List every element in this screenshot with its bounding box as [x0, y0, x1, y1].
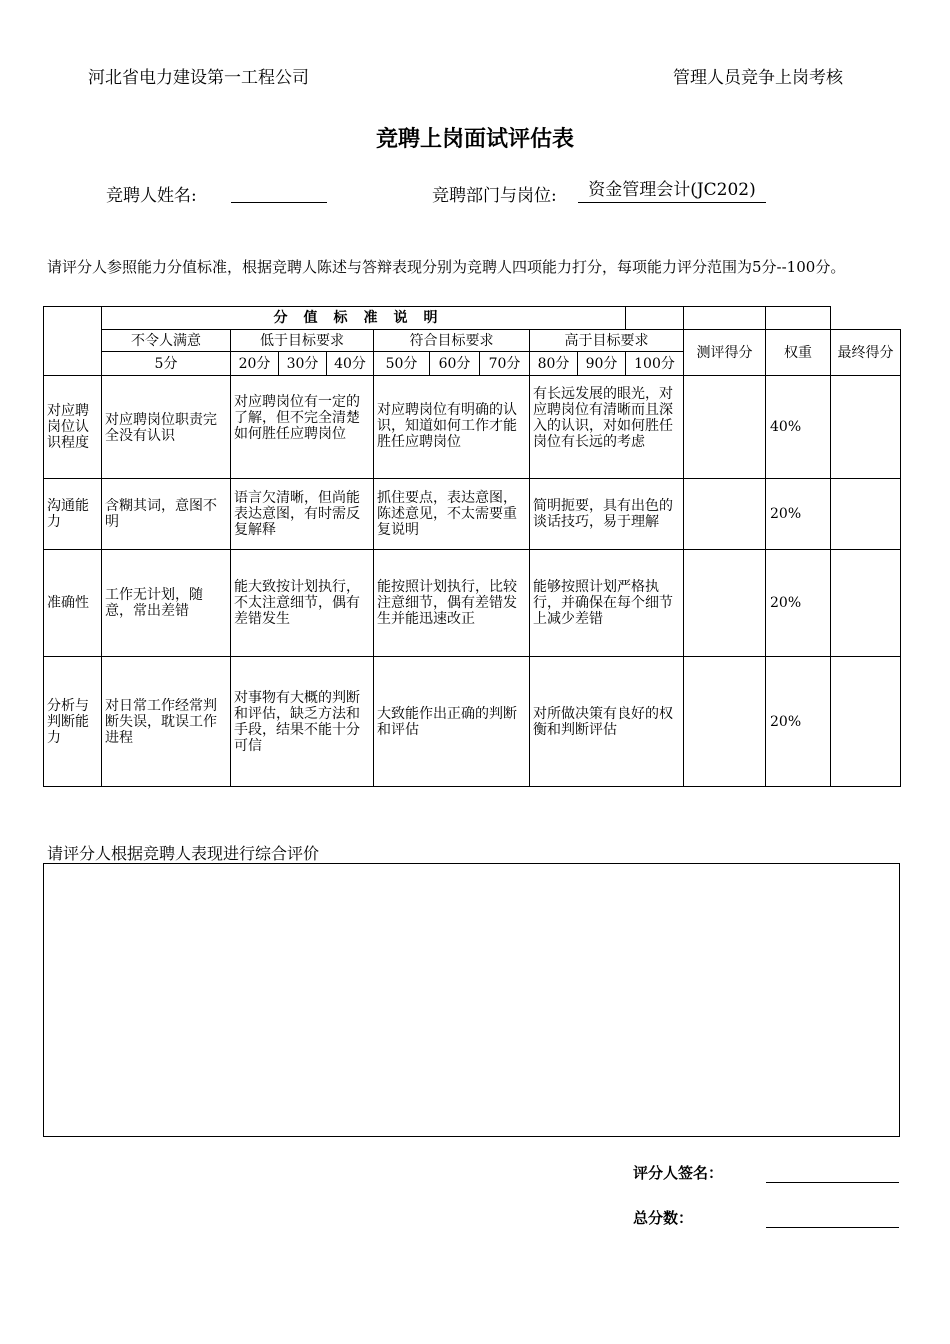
score-value: 80分: [530, 352, 578, 376]
candidate-name-field[interactable]: [231, 180, 327, 203]
desc-unsatisfied: 对应聘岗位职责完全没有认识: [102, 376, 231, 479]
evaluation-table: [43, 306, 901, 787]
blank-header-cell: [626, 307, 684, 330]
desc-unsatisfied: 含糊其词，意图不明: [102, 479, 231, 550]
score-value: 50分: [374, 352, 430, 376]
score-value: 40分: [327, 352, 374, 376]
total-score-label: 总分数：: [633, 1209, 694, 1227]
assessment-name: 管理人员竞争上岗考核: [673, 68, 843, 88]
score-input[interactable]: [684, 479, 766, 550]
final-score-input[interactable]: [831, 479, 901, 550]
company-name: 河北省电力建设第一工程公司: [88, 68, 309, 88]
page-title: 竞聘上岗面试评估表: [375, 126, 574, 152]
level-meets: 符合目标要求: [374, 330, 530, 352]
desc-below: 对应聘岗位有一定的了解，但不完全清楚如何胜任应聘岗位: [231, 376, 374, 479]
final-score-input[interactable]: [831, 550, 901, 657]
desc-above: 对所做决策有良好的权衡和判断评估: [530, 657, 684, 787]
desc-meets: 对应聘岗位有明确的认识，知道如何工作才能胜任应聘岗位: [374, 376, 530, 479]
table-row: [44, 550, 901, 657]
level-above: 高于目标要求: [530, 330, 684, 352]
col-score: 测评得分: [684, 330, 766, 376]
desc-meets: 大致能作出正确的判断和评估: [374, 657, 530, 787]
table-row: [44, 376, 901, 479]
standard-header: 分值标准说明: [102, 307, 626, 330]
score-input[interactable]: [684, 550, 766, 657]
score-value: 90分: [578, 352, 626, 376]
desc-above: 有长远发展的眼光，对应聘岗位有清晰而且深入的认识，对如何胜任岗位有长远的考虑: [530, 376, 684, 479]
row-label: 沟通能力: [44, 479, 102, 550]
level-below: 低于目标要求: [231, 330, 374, 352]
level-unsatisfied: 不令人满意: [102, 330, 231, 352]
evaluator-signature-label: 评分人签名：: [633, 1164, 724, 1182]
score-input[interactable]: [684, 657, 766, 787]
blank-header-cell: [684, 307, 766, 330]
comment-label: 请评分人根据竞聘人表现进行综合评价: [47, 844, 320, 863]
desc-unsatisfied: 工作无计划，随意，常出差错: [102, 550, 231, 657]
score-value: 70分: [480, 352, 530, 376]
table-row: [44, 479, 901, 550]
position-field[interactable]: 资金管理会计(JC202): [578, 180, 766, 203]
desc-unsatisfied: 对日常工作经常判断失误，耽误工作进程: [102, 657, 231, 787]
table-row: [44, 657, 901, 787]
col-weight: 权重: [766, 330, 831, 376]
evaluator-signature-line[interactable]: [766, 1180, 899, 1183]
blank-header-cell: [766, 307, 831, 330]
score-value: 5分: [102, 352, 231, 376]
comment-box[interactable]: [43, 863, 900, 1137]
row-label: 分析与判断能力: [44, 657, 102, 787]
score-value: 30分: [279, 352, 327, 376]
position-label: 竞聘部门与岗位:: [432, 186, 557, 206]
desc-meets: 能按照计划执行，比较注意细节，偶有差错发生并能迅速改正: [374, 550, 530, 657]
instructions: 请评分人参照能力分值标准，根据竞聘人陈述与答辩表现分别为竞聘人四项能力打分，每项能力评分范围为5分--100分。: [47, 258, 846, 276]
desc-above: 能够按照计划严格执行，并确保在每个细节上减少差错: [530, 550, 684, 657]
desc-meets: 抓住要点，表达意图，陈述意见，不太需要重复说明: [374, 479, 530, 550]
desc-above: 简明扼要，具有出色的谈话技巧，易于理解: [530, 479, 684, 550]
row-label: 对应聘岗位认识程度: [44, 376, 102, 479]
final-score-input[interactable]: [831, 657, 901, 787]
desc-below: 能大致按计划执行，不太注意细节，偶有差错发生: [231, 550, 374, 657]
desc-below: 对事物有大概的判断和评估，缺乏方法和手段，结果不能十分可信: [231, 657, 374, 787]
score-value: 100分: [626, 352, 684, 376]
weight-value: 20%: [766, 657, 831, 787]
row-label: 准确性: [44, 550, 102, 657]
weight-value: 20%: [766, 479, 831, 550]
score-value: 20分: [231, 352, 279, 376]
candidate-name-label: 竞聘人姓名:: [106, 186, 197, 206]
col-final: 最终得分: [831, 330, 901, 376]
final-score-input[interactable]: [831, 376, 901, 479]
score-value: 60分: [430, 352, 480, 376]
score-input[interactable]: [684, 376, 766, 479]
total-score-line[interactable]: [766, 1225, 899, 1228]
desc-below: 语言欠清晰，但尚能表达意图，有时需反复解释: [231, 479, 374, 550]
weight-value: 20%: [766, 550, 831, 657]
weight-value: 40%: [766, 376, 831, 479]
corner-cell: [44, 307, 102, 376]
